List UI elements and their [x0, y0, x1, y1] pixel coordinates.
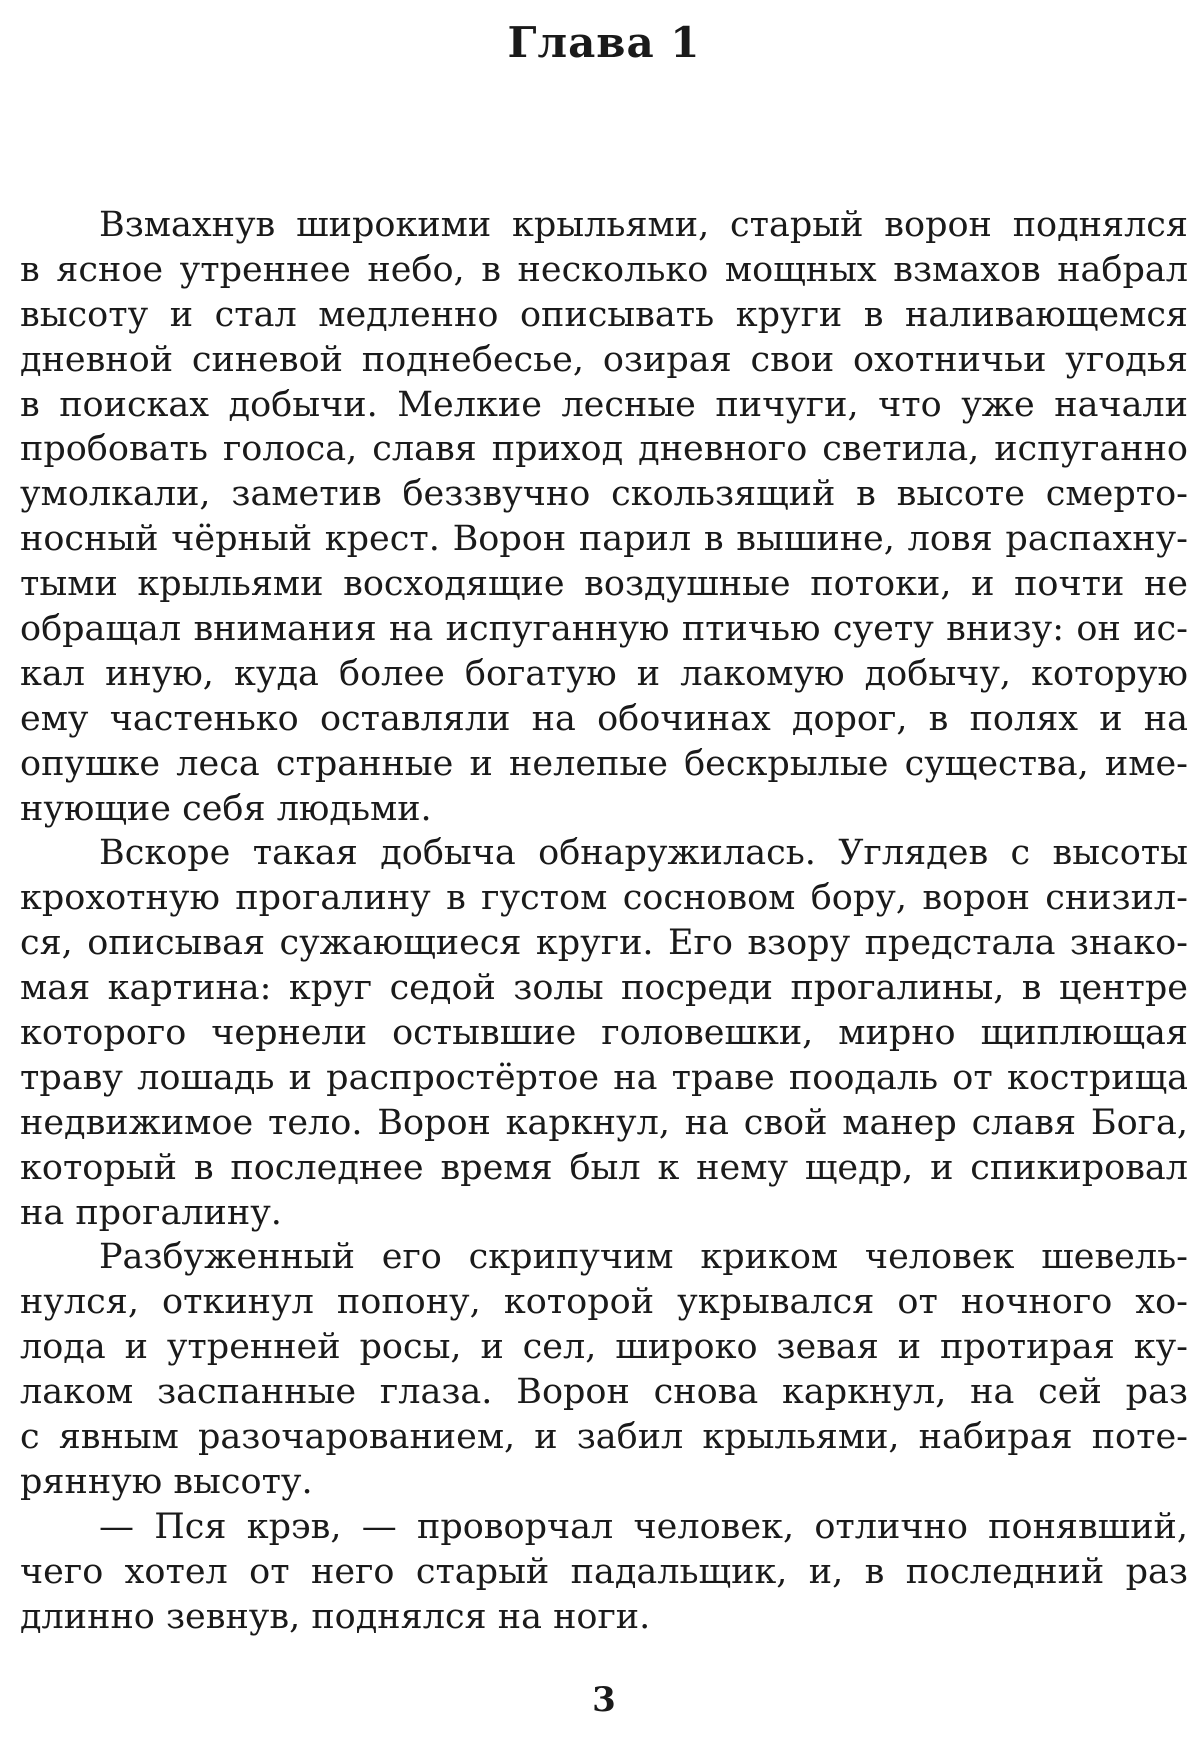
- text-line: в ясное утреннее небо, в несколько мощных взмахов набрал: [20, 249, 1188, 290]
- text-line: на прогалину.: [20, 1192, 282, 1233]
- chapter-title: Глава 1: [507, 18, 701, 67]
- text-line: с явным разочарованием, и забил крыльями, набирая поте-: [20, 1417, 1188, 1458]
- text-line: который в последнее время был к нему щедр, и спикировал: [20, 1147, 1188, 1188]
- text-line: нулся, откинул попону, которой укрывался от ночного хо-: [20, 1282, 1188, 1323]
- text-line: мая картина: круг седой золы посреди прогалины, в центре: [20, 968, 1188, 1009]
- text-line: в поисках добычи. Мелкие лесные пичуги, что уже начали: [20, 384, 1188, 425]
- text-line: которого чернели остывшие головешки, мирно щиплющая: [20, 1013, 1188, 1054]
- text-line: ся, описывая сужающиеся круги. Его взору предстала знако-: [20, 923, 1188, 964]
- text-line: умолкали, заметив беззвучно скользящий в высоте смерто-: [20, 474, 1188, 515]
- text-line: — Пся крэв, — проворчал человек, отлично понявший,: [99, 1506, 1188, 1547]
- paragraph: [20, 1505, 1188, 1640]
- text-line: траву лошадь и распростёртое на траве поодаль от кострища: [20, 1057, 1188, 1098]
- text-line: высоту и стал медленно описывать круги в наливающемся: [20, 294, 1188, 335]
- text-line: опушке леса странные и нелепые бескрылые существа, име-: [20, 743, 1188, 784]
- text-line: нующие себя людьми.: [20, 788, 432, 829]
- text-line: тыми крыльями восходящие воздушные потоки, и почти не: [20, 564, 1188, 605]
- text-line: лаком заспанные глаза. Ворон снова каркнул, на сей раз: [20, 1372, 1188, 1413]
- text-line: крохотную прогалину в густом сосновом бору, ворон снизил-: [20, 878, 1188, 919]
- text-line: рянную высоту.: [20, 1461, 313, 1502]
- text-line: ему частенько оставляли на обочинах дорог, в полях и на: [20, 698, 1188, 739]
- paragraph: [20, 203, 1188, 831]
- text-line: недвижимое тело. Ворон каркнул, на свой манер славя Бога,: [20, 1102, 1188, 1143]
- book-page: [20, 0, 1188, 1738]
- text-line: Вскоре такая добыча обнаружилась. Углядев с высоты: [99, 833, 1188, 874]
- text-line: кал иную, куда более богатую и лакомую добычу, которую: [20, 653, 1188, 694]
- text-line: лода и утренней росы, и сел, широко зевая и протирая ку-: [20, 1327, 1188, 1368]
- text-line: пробовать голоса, славя приход дневного светила, испуганно: [20, 429, 1188, 470]
- text-line: дневной синевой поднебесье, озирая свои охотничьи угодья: [20, 339, 1188, 380]
- body-text: [20, 203, 1188, 1640]
- page-number: 3: [592, 1680, 616, 1720]
- text-line: носный чёрный крест. Ворон парил в вышине, ловя распахну-: [20, 519, 1188, 560]
- paragraph: [20, 831, 1188, 1235]
- text-line: Взмахнув широкими крыльями, старый ворон поднялся: [99, 205, 1188, 245]
- text-line: длинно зевнув, поднялся на ноги.: [20, 1596, 651, 1637]
- paragraph: [20, 1235, 1188, 1504]
- text-line: чего хотел от него старый падальщик, и, в последний раз: [20, 1551, 1188, 1592]
- text-line: Разбуженный его скрипучим криком человек шевель-: [99, 1237, 1188, 1278]
- text-line: обращал внимания на испуганную птичью суету внизу: он ис-: [20, 609, 1188, 650]
